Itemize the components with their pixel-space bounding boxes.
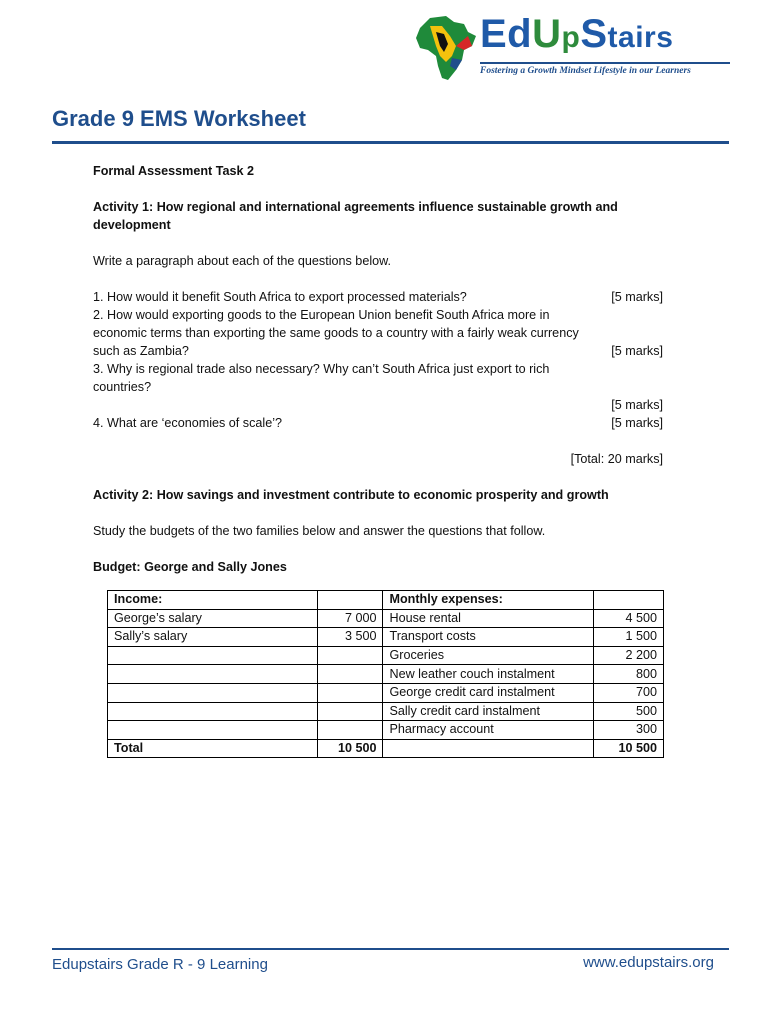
task-title: Formal Assessment Task 2 [93,164,254,178]
tagline: Fostering a Growth Mindset Lifestyle in our Learners [480,66,691,76]
table-row: Sally credit card instalment 500 [108,702,664,721]
activity1-heading: Activity 1: How regional and international agreements influence sustainable growth and development [93,200,618,232]
question-2-line2: economic terms than exporting the same goods to a country with a fairly weak currency [93,326,579,340]
table-row: New leather couch instalment 800 [108,665,664,684]
activity1-instruction: Write a paragraph about each of the questions below. [93,254,392,268]
budget-title: Budget: George and Sally Jones [93,560,287,574]
worksheet-body [93,162,663,576]
table-header-row [108,591,664,610]
question-3-line2: countries? [93,380,152,394]
page-title: Grade 9 EMS Worksheet [52,106,306,131]
question-2-line1: 2. How would exporting goods to the European Union benefit South Africa more in [93,308,550,322]
tagline-divider [480,62,730,64]
footer-divider [52,948,729,950]
table-row: George credit card instalment 700 [108,683,664,702]
activity1-total: [Total: 20 marks] [570,452,663,466]
budget-table [107,590,664,758]
expenses-header: Monthly expenses: [383,591,594,610]
question-1-marks: [5 marks] [611,290,663,304]
activity2-instruction: Study the budgets of the two families below and answer the questions that follow. [93,524,546,538]
question-3-marks: [5 marks] [611,398,663,412]
question-4-marks: [5 marks] [611,416,663,430]
question-2-marks: [5 marks] [611,344,663,358]
edupstairs-logo [416,14,732,84]
brand-name: EdUpStairs [480,12,674,56]
table-row: Groceries 2 200 [108,646,664,665]
activity2-heading: Activity 2: How savings and investment contribute to economic prosperity and growth [93,488,609,502]
total-label: Total [108,739,318,758]
table-row: George’s salary 7 000 House rental 4 500 [108,609,664,628]
table-total-row [108,739,664,758]
question-2: such as Zambia? [5 marks] [93,344,663,358]
question-4: 4. What are ‘economies of scale’? [5 marks] [93,416,663,430]
total-income: 10 500 [317,739,383,758]
footer-text: Edupstairs Grade R - 9 Learning [52,956,268,973]
table-row: Pharmacy account 300 [108,721,664,740]
africa-map-icon [416,16,478,82]
question-3-line1: 3. Why is regional trade also necessary? Why can’t South Africa just export to rich [93,362,550,376]
income-header: Income: [108,591,318,610]
question-1: 1. How would it benefit South Africa to export processed materials? [5 marks] [93,290,663,304]
table-row: Sally’s salary 3 500 Transport costs 1 500 [108,628,664,647]
total-expenses: 10 500 [594,739,664,758]
header-divider [52,141,729,144]
footer-url[interactable]: www.edupstairs.org [583,954,714,971]
